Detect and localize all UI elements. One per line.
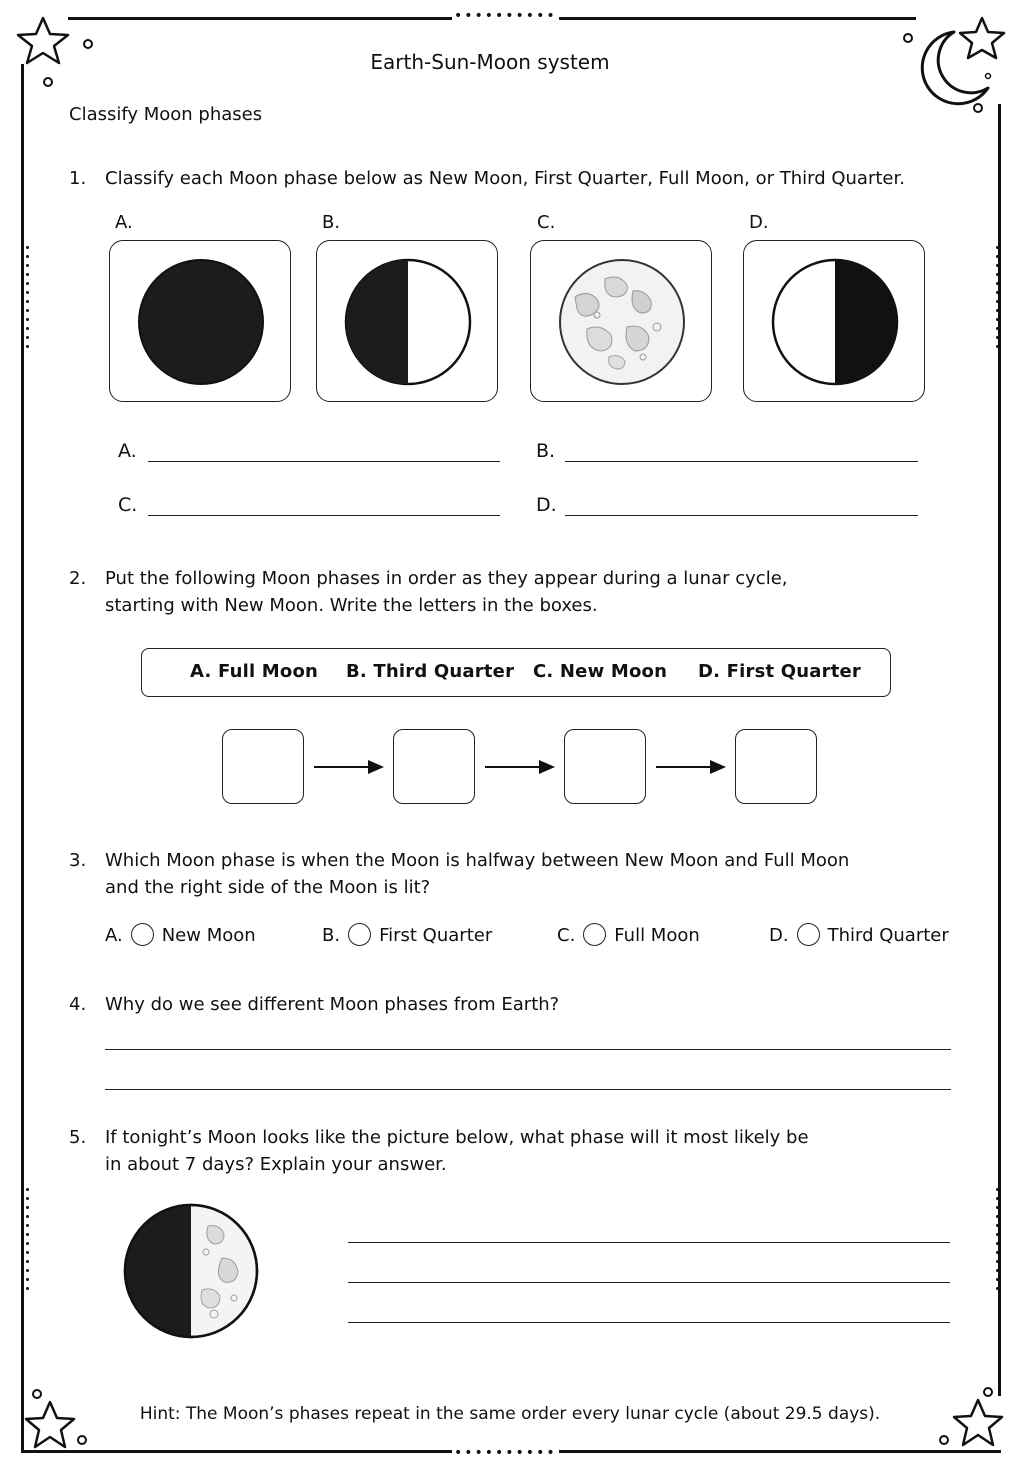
option-letter: D. bbox=[769, 925, 789, 946]
question-number: 5. bbox=[69, 1127, 87, 1148]
question-number: 3. bbox=[69, 850, 87, 871]
question-text-line2: and the right side of the Moon is lit? bbox=[105, 877, 431, 898]
radio-button[interactable] bbox=[348, 923, 371, 946]
word-bank bbox=[141, 648, 891, 697]
star-icon bbox=[930, 1384, 1016, 1464]
sequence-box-3[interactable] bbox=[564, 729, 646, 804]
card-letter: D. bbox=[749, 212, 769, 233]
hint-text: Hint: The Moon’s phases repeat in the same order every lunar cycle (about 29.5 days). bbox=[139, 1404, 881, 1424]
word-bank-item: A. Full Moon bbox=[190, 661, 319, 682]
question-text-line1: Put the following Moon phases in order as they appear during a lunar cycle, bbox=[105, 568, 788, 589]
full-moon-picture bbox=[557, 257, 687, 387]
question-number: 1. bbox=[69, 168, 87, 189]
question-number: 2. bbox=[69, 568, 87, 589]
left-dots-decoration bbox=[26, 246, 30, 354]
right-dots-decoration bbox=[996, 246, 1000, 354]
option-letter: B. bbox=[322, 925, 341, 946]
answer-line[interactable] bbox=[348, 1242, 950, 1243]
answer-line[interactable] bbox=[105, 1089, 951, 1090]
answer-label-a: A. bbox=[118, 440, 137, 462]
answer-label-c: C. bbox=[118, 494, 138, 516]
top-dots-decoration: •••••••••• bbox=[454, 8, 557, 24]
new-moon-picture bbox=[136, 257, 266, 387]
arrow-right-icon bbox=[314, 758, 386, 776]
answer-line-a[interactable] bbox=[148, 461, 500, 462]
radio-button[interactable] bbox=[797, 923, 820, 946]
question-text-line2: starting with New Moon. Write the letters in the boxes. bbox=[105, 595, 598, 616]
phase-card-a bbox=[109, 240, 291, 402]
arrow-right-icon bbox=[485, 758, 557, 776]
half-moon-left-dark-picture bbox=[343, 257, 473, 387]
card-letter: B. bbox=[322, 212, 341, 233]
answer-label-b: B. bbox=[536, 440, 556, 462]
arrow-right-icon bbox=[656, 758, 728, 776]
answer-line[interactable] bbox=[348, 1282, 950, 1283]
first-quarter-moon-picture bbox=[122, 1202, 260, 1340]
option-label: Third Quarter bbox=[827, 925, 949, 946]
right-dots-decoration bbox=[996, 1188, 1000, 1296]
star-icon bbox=[10, 8, 96, 88]
page-subtitle: Classify Moon phases bbox=[69, 104, 263, 125]
radio-button[interactable] bbox=[131, 923, 154, 946]
question-text-line1: Which Moon phase is when the Moon is halfway between New Moon and Full Moon bbox=[105, 850, 850, 871]
sequence-box-4[interactable] bbox=[735, 729, 817, 804]
option-letter: A. bbox=[105, 925, 123, 946]
page-title: Earth-Sun-Moon system bbox=[370, 50, 610, 74]
half-moon-right-dark-picture bbox=[770, 257, 900, 387]
word-bank-item: D. First Quarter bbox=[698, 661, 862, 682]
option-label: Full Moon bbox=[614, 925, 700, 946]
question-number: 4. bbox=[69, 994, 87, 1015]
question-text-line2: in about 7 days? Explain your answer. bbox=[105, 1154, 447, 1175]
left-dots-decoration bbox=[26, 1188, 30, 1296]
star-icon bbox=[10, 1384, 96, 1464]
option-letter: C. bbox=[557, 925, 576, 946]
option-a[interactable] bbox=[105, 925, 256, 946]
question-text-line1: If tonight’s Moon looks like the picture below, what phase will it most likely be bbox=[105, 1127, 809, 1148]
answer-line-d[interactable] bbox=[565, 515, 918, 516]
sequence-box-2[interactable] bbox=[393, 729, 475, 804]
question-text: Classify each Moon phase below as New Moon, First Quarter, Full Moon, or Third Quarter. bbox=[105, 168, 905, 189]
sequence-box-1[interactable] bbox=[222, 729, 304, 804]
answer-line-b[interactable] bbox=[565, 461, 918, 462]
card-letter: A. bbox=[115, 212, 133, 233]
word-bank-item: C. New Moon bbox=[533, 661, 668, 682]
option-b[interactable] bbox=[322, 925, 492, 946]
phase-card-b bbox=[316, 240, 498, 402]
card-letter: C. bbox=[537, 212, 556, 233]
phase-card-d bbox=[743, 240, 925, 402]
answer-label-d: D. bbox=[536, 494, 557, 516]
option-label: New Moon bbox=[161, 925, 256, 946]
question-text: Why do we see different Moon phases from Earth? bbox=[105, 994, 560, 1015]
option-label: First Quarter bbox=[379, 925, 493, 946]
phase-card-c bbox=[530, 240, 712, 402]
option-c[interactable] bbox=[557, 925, 700, 946]
option-d[interactable] bbox=[769, 925, 949, 946]
word-bank-item: B. Third Quarter bbox=[346, 661, 515, 682]
answer-line-c[interactable] bbox=[148, 515, 500, 516]
answer-line[interactable] bbox=[348, 1322, 950, 1323]
radio-button[interactable] bbox=[583, 923, 606, 946]
bottom-dots-decoration: •••••••••• bbox=[454, 1445, 557, 1461]
answer-line[interactable] bbox=[105, 1049, 951, 1050]
